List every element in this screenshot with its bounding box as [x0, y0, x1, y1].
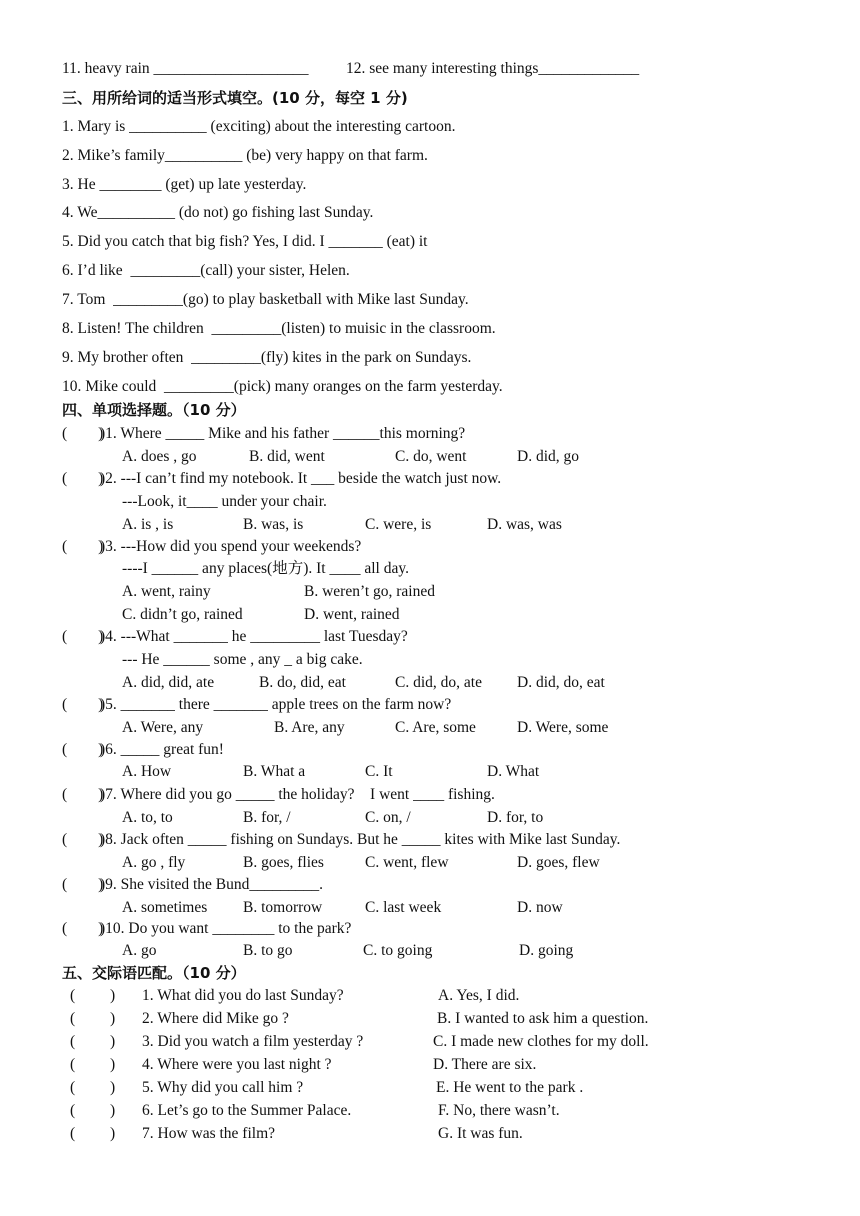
q2-text: )2. ---I can’t find my notebook. It ___ beside the watch just now.	[100, 470, 502, 487]
s5-right-g: G. It was fun.	[438, 1125, 523, 1142]
s5-left-5: 5. Why did you call him ?	[142, 1079, 304, 1096]
q1-opt-a: A. does , go	[122, 448, 197, 465]
q5-opt-c: C. Are, some	[395, 719, 476, 736]
q9-text: )9. She visited the Bund_________.	[100, 876, 324, 893]
q3-opt-b: B. weren’t go, rained	[304, 583, 435, 600]
q9-bracket: ( )	[62, 876, 104, 893]
q2-text-2: ---Look, it____ under your chair.	[122, 493, 327, 510]
s5-left-4: 4. Where were you last night ?	[142, 1056, 332, 1073]
s5-left-3: 3. Did you watch a film yesterday ?	[142, 1033, 364, 1050]
q5-text: )5. _______ there _______ apple trees on the farm now?	[100, 696, 452, 713]
q5-opt-b: B. Are, any	[274, 719, 345, 736]
q10-text: )10. Do you want ________ to the park?	[100, 920, 352, 937]
s5-right-f: F. No, there wasn’t.	[438, 1102, 560, 1119]
q6-opt-b: B. What a	[243, 763, 306, 780]
q8-opt-a: A. go , fly	[122, 854, 186, 871]
section-5-heading: 五、交际语匹配。（10 分）	[62, 964, 246, 982]
s5-right-e: E. He went to the park .	[436, 1079, 584, 1096]
s3-item-3: 3. He ________ (get) up late yesterday.	[62, 176, 307, 193]
q4-text: )4. ---What _______ he _________ last Tuesday?	[100, 628, 408, 645]
q4-opt-c: C. did, do, ate	[395, 674, 482, 691]
q5-bracket: ( )	[62, 696, 104, 713]
q10-opt-c: C. to going	[363, 942, 433, 959]
q1-text: )1. Where _____ Mike and his father ______this morning?	[100, 425, 466, 442]
q7-opt-c: C. on, /	[365, 809, 411, 826]
s5-bracket-3: ( )	[70, 1033, 116, 1050]
q7-opt-a: A. to, to	[122, 809, 173, 826]
q2-opt-d: D. was, was	[487, 516, 562, 533]
q3-bracket: ( )	[62, 538, 104, 555]
s5-right-b: B. I wanted to ask him a question.	[437, 1010, 649, 1027]
q1-opt-c: C. do, went	[395, 448, 467, 465]
q6-bracket: ( )	[62, 741, 104, 758]
q10-opt-a: A. go	[122, 942, 157, 959]
s5-left-6: 6. Let’s go to the Summer Palace.	[142, 1102, 352, 1119]
s5-bracket-1: ( )	[70, 987, 116, 1004]
s3-item-8: 8. Listen! The children _________(listen) to muisic in the classroom.	[62, 320, 496, 337]
s3-item-7: 7. Tom _________(go) to play basketball with Mike last Sunday.	[62, 291, 469, 308]
q6-text: )6. _____ great fun!	[100, 741, 224, 758]
s5-bracket-5: ( )	[70, 1079, 116, 1096]
q9-opt-a: A. sometimes	[122, 899, 208, 916]
s3-item-1: 1. Mary is __________ (exciting) about the interesting cartoon.	[62, 118, 456, 135]
q6-opt-a: A. How	[122, 763, 172, 780]
s3-item-2: 2. Mike’s family__________ (be) very happy on that farm.	[62, 147, 428, 164]
q4-opt-b: B. do, did, eat	[259, 674, 346, 691]
q3-text-2: ----I ______ any places(地方). It ____ all day.	[122, 560, 409, 577]
q7-bracket: ( )	[62, 786, 104, 803]
q4-text-2: --- He ______ some , any _ a big cake.	[122, 651, 363, 668]
q10-opt-d: D. going	[519, 942, 574, 959]
q4-opt-d: D. did, do, eat	[517, 674, 605, 691]
q2-opt-b: B. was, is	[243, 516, 304, 533]
q4-bracket: ( )	[62, 628, 104, 645]
s3-item-6: 6. I’d like _________(call) your sister, Helen.	[62, 262, 350, 279]
q9-opt-b: B. tomorrow	[243, 899, 323, 916]
s3-item-4: 4. We__________ (do not) go fishing last Sunday.	[62, 204, 374, 221]
q3-opt-d: D. went, rained	[304, 606, 400, 623]
item-11: 11. heavy rain ____________________	[62, 60, 309, 77]
q10-bracket: ( )	[62, 920, 104, 937]
s5-bracket-6: ( )	[70, 1102, 116, 1119]
s5-left-2: 2. Where did Mike go ?	[142, 1010, 289, 1027]
section-4-heading: 四、单项选择题。（10 分）	[62, 401, 246, 419]
q3-text: )3. ---How did you spend your weekends?	[100, 538, 362, 555]
q2-bracket: ( )	[62, 470, 104, 487]
s5-left-7: 7. How was the film?	[142, 1125, 276, 1142]
q8-text: )8. Jack often _____ fishing on Sundays. But he _____ kites with Mike last Sunday.	[100, 831, 621, 848]
s5-bracket-4: ( )	[70, 1056, 116, 1073]
q6-opt-d: D. What	[487, 763, 540, 780]
q5-opt-d: D. Were, some	[517, 719, 609, 736]
q9-opt-c: C. last week	[365, 899, 442, 916]
s5-left-1: 1. What did you do last Sunday?	[142, 987, 344, 1004]
q1-opt-d: D. did, go	[517, 448, 579, 465]
s5-right-a: A. Yes, I did.	[438, 987, 520, 1004]
s3-item-10: 10. Mike could _________(pick) many oranges on the farm yesterday.	[62, 378, 503, 395]
q2-opt-a: A. is , is	[122, 516, 174, 533]
q8-opt-b: B. goes, flies	[243, 854, 324, 871]
q1-opt-b: B. did, went	[249, 448, 325, 465]
q8-opt-d: D. goes, flew	[517, 854, 600, 871]
section-3-heading: 三、用所给词的适当形式填空。(10 分，每空 1 分)	[62, 89, 408, 107]
s3-item-5: 5. Did you catch that big fish? Yes, I did. I _______ (eat) it	[62, 233, 428, 250]
s3-item-9: 9. My brother often _________(fly) kites in the park on Sundays.	[62, 349, 472, 366]
q9-opt-d: D. now	[517, 899, 563, 916]
q6-opt-c: C. It	[365, 763, 393, 780]
item-12: 12. see many interesting things_____________	[346, 60, 640, 77]
q8-bracket: ( )	[62, 831, 104, 848]
s5-right-c: C. I made new clothes for my doll.	[433, 1033, 649, 1050]
q3-opt-a: A. went, rainy	[122, 583, 211, 600]
q3-opt-c: C. didn’t go, rained	[122, 606, 243, 623]
q7-opt-d: D. for, to	[487, 809, 544, 826]
q7-text: )7. Where did you go _____ the holiday? I went ____ fishing.	[100, 786, 495, 803]
q10-opt-b: B. to go	[243, 942, 293, 959]
s5-bracket-2: ( )	[70, 1010, 116, 1027]
q2-opt-c: C. were, is	[365, 516, 432, 533]
q4-opt-a: A. did, did, ate	[122, 674, 215, 691]
q7-opt-b: B. for, /	[243, 809, 291, 826]
s5-bracket-7: ( )	[70, 1125, 116, 1142]
q5-opt-a: A. Were, any	[122, 719, 204, 736]
q8-opt-c: C. went, flew	[365, 854, 449, 871]
q1-bracket: ( )	[62, 425, 104, 442]
s5-right-d: D. There are six.	[433, 1056, 537, 1073]
